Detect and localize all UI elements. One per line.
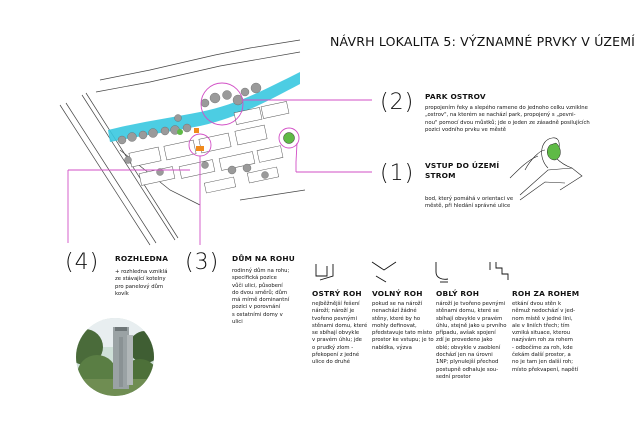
roh-za-rohem-heading: ROH ZA ROHEM: [512, 289, 580, 298]
entrance-tree: [284, 133, 295, 144]
rozhledna-text: + rozhledna vzniklá ze stávající kotelny pro panelový dům kovík: [115, 269, 168, 297]
number-2: (2): [380, 90, 415, 115]
dum-na-rohu-text: rodinný dům na rohu; specifická pozice vůči ulici, působení do dvou směrů; dům má mírně dominantní pozici v porovnání s ostatními domy v ulici: [232, 268, 290, 326]
rozhledna-heading: ROZHLEDNA: [115, 254, 169, 263]
obly-roh-heading: OBLÝ ROH: [436, 289, 480, 298]
volny-roh-heading: VOLNÝ ROH: [372, 289, 423, 298]
obly-roh-text: nároží je tvořeno pevnými stěnami domu, které se sbíhají obvykle v pravém úhlu, stejně jako u prvního případu, avšak spojení zdí je provedeno jako oblé; obvykle v zaoblení dochází jen na úrovni 1NP; plynulejší přechod postupně odhaluje sou- sední prostor: [436, 301, 507, 380]
ostry-roh-heading: OSTRÝ ROH: [312, 289, 362, 298]
lookout-building: [194, 128, 199, 133]
park-ostrov-heading: PARK OSTROV: [425, 92, 486, 101]
ostry-roh-text: nejběžnější řešení nároží; nároží je tvořeno pevnými stěnami domu, které se sbíhají obvykle v pravém úhlu; jde o prudký zlom - překopení z jedné ulice do druhé: [312, 301, 368, 366]
number-3: (3): [185, 250, 220, 275]
page-title: NÁVRH LOKALITA 5: VÝZNAMNÉ PRVKY V ÚZEMÍ: [330, 34, 635, 49]
rozhledna-photo: [75, 317, 155, 397]
vstup-heading: VSTUP DO ÚZEMÍ STROM: [425, 161, 500, 180]
dum-na-rohu-heading: DŮM NA ROHU: [232, 254, 295, 263]
volny-roh-text: pokud se na nároží nenachází žádné stěny, které by ho mohly definovat, představuje tato místo prostor ke vstupu; je to nabídka, výzva: [372, 301, 434, 351]
park-ostrov-text: propojením řeky a slepého ramene do jednoho celku vzniklne „ostrov", na kterém se nachází park, propojený s „pevni- nou" pomocí dvou můstků; jde o jeden ze zásadně posilujících pozici vodního prvku ve městě: [425, 105, 590, 133]
vstup-text: bod, který pomáhá v orientaci ve městě, při hledání správné ulice: [425, 196, 514, 210]
number-4: (4): [65, 250, 100, 275]
number-1: (1): [380, 161, 415, 186]
roh-za-rohem-text: etkání dvou stěn k němuž nedochází v jed- nom místě v jedné lini, ale v liniích třech; tím vzniká situace, kterou nazývám roh za rohem - odbočíme za roh, kde čekám další prostor, a no je tam jen další roh; místo překvapení, napětí: [512, 301, 579, 373]
corner-house: [196, 146, 204, 151]
